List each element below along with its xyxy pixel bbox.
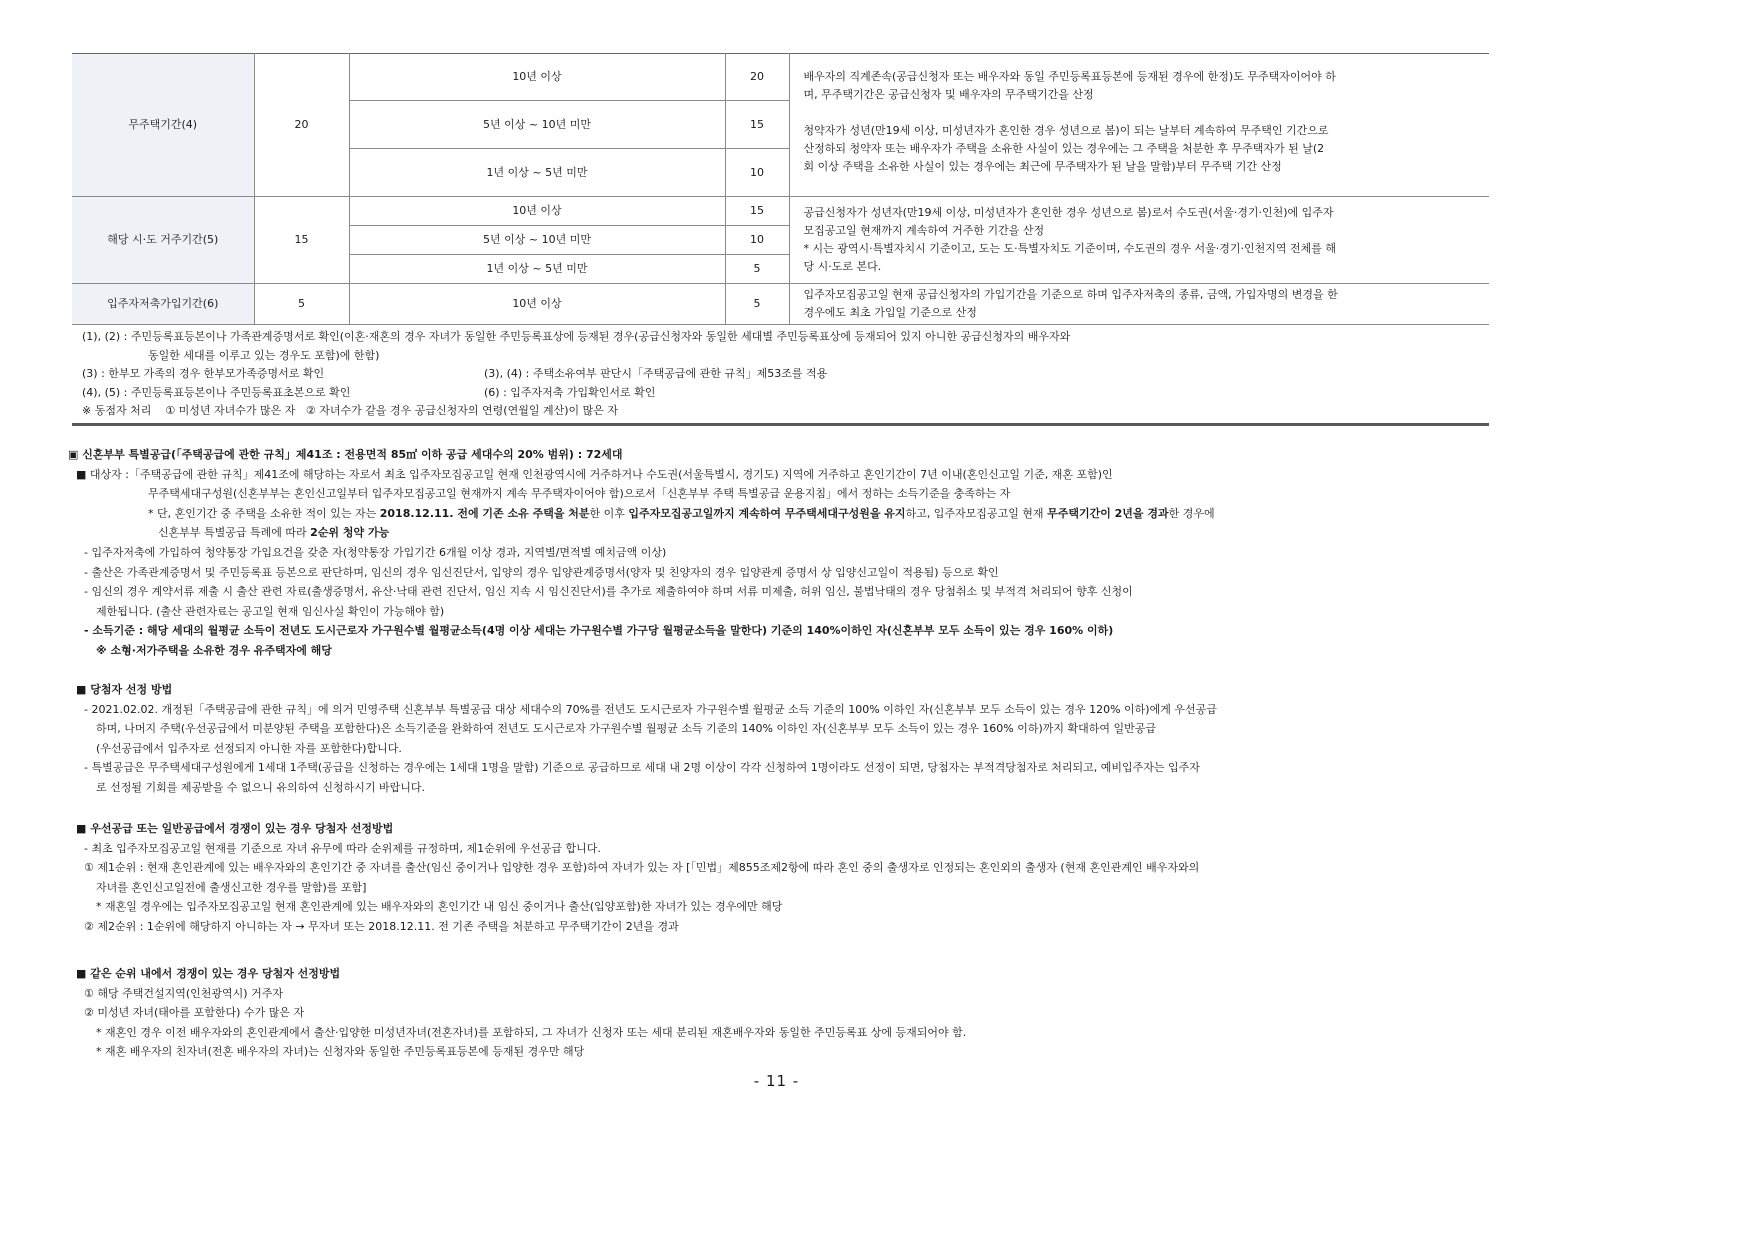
target-line: 무주택세대구성원(신혼부부는 혼인신고일부터 입주자모집공고일 현재까지 계속 무주택자이어야 함)으로서「신혼부부 주택 특별공급 운용지침」에서 정하는 소득기준을 충족하는 자 xyxy=(148,487,1011,501)
category-cell: 해당 시·도 거주기간(5) xyxy=(72,197,254,284)
score-cell: 10 xyxy=(725,149,789,197)
description-cell: 배우자의 직계존속(공급신청자 또는 배우자와 동일 주민등록표등본에 등재된 경우에 한정)도 무주택자이어야 하 며, 무주택기간은 공급신청자 및 배우자의 무주택기간을 산정 청약자가 성년(만19세 이상, 미성년자가 혼인한 경우 성년으로 봄)이 되는 날부터 계속하여 무주택인 기간으로 산정하되 청약자 또는 배우자가 주택을 소유한 사실이 있는 경우에는 그 주택을 처분한 후 무주택자가 된 날(2 회 이상 주택을 소유한 사실이 있는 경우에는 최근에 무주택자가 된 날을 말함)부터 무주택 기간 산정 xyxy=(789,54,1489,197)
priority-section xyxy=(68,819,1508,937)
page-number: - 11 - xyxy=(753,1072,800,1090)
description-cell: 공급신청자가 성년자(만19세 이상, 미성년자가 혼인한 경우 성년으로 봄)로서 수도권(서울·경기·인천)에 입주자 모집공고일 현재까지 계속하여 거주한 기간을 산정 * 시는 광역시·특별자치시 기준이고, 도는 도·특별자치도 기준이며, 수도권의 경우 서울·경기·인천지역 전체를 해 당 시·도로 본다. xyxy=(789,197,1489,284)
max-score-cell: 20 xyxy=(254,54,349,197)
criteria-cell: 1년 이상 ~ 5년 미만 xyxy=(349,149,725,197)
section-title: ■ 당첨자 선정 방법 xyxy=(76,683,173,696)
text-line: - 2021.02.02. 개정된「주택공급에 관한 규칙」에 의거 민영주택 신혼부부 특별공급 대상 세대수의 70%를 전년도 도시근로자 가구원수별 월평균 소득 기준의 100% 이하인 자(신혼부부 모두 소득이 있는 경우 120% 이하)에게 우선공급 xyxy=(84,702,1217,716)
criteria-cell: 10년 이상 xyxy=(349,284,725,325)
score-cell: 20 xyxy=(725,54,789,101)
text-line: * 재혼일 경우에는 입주자모집공고일 현재 혼인관계에 있는 배우자와의 혼인기간 내 임신 중이거나 출산(입양포함)한 자녀가 있는 경우에만 해당 xyxy=(96,900,783,914)
target-line: ■ 대상자 :「주택공급에 관한 규칙」제41조에 해당하는 자로서 최초 입주자모집공고일 현재 인천광역시에 거주하거나 수도권(서울특별시, 경기도) 지역에 거주하고 혼인기간이 7년 이내(혼인신고일 기준, 재혼 포함)인 xyxy=(76,467,1113,481)
text-line: 자녀를 혼인신고일전에 출생신고한 경우를 말함)를 포함] xyxy=(96,880,367,894)
score-cell: 10 xyxy=(725,226,789,255)
text-line: * 재혼인 경우 이전 배우자와의 혼인관계에서 출산·입양한 미성년자녀(전혼자녀)를 포함하되, 그 자녀가 신청자 또는 세대 분리된 재혼배우자와 동일한 주민등록표 상에 등재되어야 함. xyxy=(96,1025,967,1039)
description-cell: 입주자모집공고일 현재 공급신청자의 가입기간을 기준으로 하며 입주자저축의 종류, 금액, 가입자명의 변경을 한 경우에도 최초 가입일 기준으로 산정 xyxy=(789,284,1489,325)
criteria-cell: 5년 이상 ~ 10년 미만 xyxy=(349,101,725,149)
text-line: ① 해당 주택건설지역(인천광역시) 거주자 xyxy=(84,986,283,1000)
text-line: - 특별공급은 무주택세대구성원에게 1세대 1주택(공급을 신청하는 경우에는 1세대 1명을 말함) 기준으로 공급하므로 세대 내 2명 이상이 각각 신청하여 1명이라도 선정이 되면, 당첨자는 부적격당첨자로 처리되고, 예비입주자는 입주자 xyxy=(84,761,1200,775)
bullet-line: - 입주자저축에 가입하여 청약통장 가입요건을 갖춘 자(청약통장 가입기간 6개월 이상 경과, 지역별/면적별 예치금액 이상) xyxy=(84,545,667,559)
text-line: ① 제1순위 : 현재 혼인관계에 있는 배우자와의 혼인기간 중 자녀를 출산(임신 중이거나 입양한 경우 포함)하여 자녀가 있는 자 [「민법」제855조제2항에 따라 혼인 중의 출생자로 인정되는 혼인외의 출생자 (현재 혼인관계인 배우자와의 xyxy=(84,861,1200,875)
criteria-cell: 10년 이상 xyxy=(349,54,725,101)
same-rank-section xyxy=(68,964,1508,1062)
max-score-cell: 5 xyxy=(254,284,349,325)
note-line: ※ 소형·저가주택을 소유한 경우 유주택자에 해당 xyxy=(96,643,332,657)
section-title: ■ 같은 순위 내에서 경쟁이 있는 경우 당첨자 선정방법 xyxy=(76,967,341,980)
text-line: 로 선정될 기회를 제공받을 수 없으니 유의하여 신청하시기 바랍니다. xyxy=(96,780,425,794)
text-line: (우선공급에서 입주자로 선정되지 아니한 자를 포함한다)합니다. xyxy=(96,741,402,755)
max-score-cell: 15 xyxy=(254,197,349,284)
income-criteria: - 소득기준 : 해당 세대의 월평균 소득이 전년도 도시근로자 가구원수별 월평균소득(4명 이상 세대는 가구원수별 가구당 월평균소득을 말한다) 기준의 140%이하인 자(신혼부부 모두 소득이 있는 경우 160% 이하) xyxy=(84,624,1114,638)
category-cell: 입주자저축가입기간(6) xyxy=(72,284,254,325)
bullet-line: - 출산은 가족관계증명서 및 주민등록표 등본으로 판단하며, 임신의 경우 임신진단서, 입양의 경우 입양관계증명서(양자 및 친양자의 경우 입양관계 증명서 상 입양신고일이 적용됨) 등으로 확인 xyxy=(84,565,999,579)
section-title: ▣ 신혼부부 특별공급(「주택공급에 관한 규칙」제41조 : 전용면적 85㎡ 이하 공급 세대수의 20% 범위) : 72세대 xyxy=(68,448,623,461)
note-line: (3) : 한부모 가족의 경우 한부모가족증명서로 확인 (3), (4) : 주택소유여부 판단시「주택공급에 관한 규칙」제53조를 적용 xyxy=(82,367,828,380)
score-table xyxy=(72,53,1489,325)
text-line: * 재혼 배우자의 친자녀(전혼 배우자의 자녀)는 신청자와 동일한 주민등록표등본에 등재된 경우만 해당 xyxy=(96,1045,585,1059)
bullet-line: - 임신의 경우 계약서류 제출 시 출산 관련 자료(출생증명서, 유산·낙태 관련 진단서, 임신 지속 시 임신진단서)를 추가로 제출하여야 하며 서류 미제출, 허위 임신, 불법낙태의 경우 당첨취소 및 부적격 처리되어 향후 신청이 xyxy=(84,585,1133,599)
text-line: ② 미성년 자녀(태아를 포함한다) 수가 많은 자 xyxy=(84,1006,305,1020)
category-cell: 무주택기간(4) xyxy=(72,54,254,197)
note-line: 동일한 세대를 이루고 있는 경우도 포함)에 한함) xyxy=(148,348,380,362)
table-notes xyxy=(72,328,1489,426)
score-cell: 5 xyxy=(725,284,789,325)
criteria-cell: 5년 이상 ~ 10년 미만 xyxy=(349,226,725,255)
note-line: ※ 동점자 처리 ① 미성년 자녀수가 많은 자 ② 자녀수가 같을 경우 공급신청자의 연령(연월일 계산)이 많은 자 xyxy=(82,404,618,417)
target-line: * 단, 혼인기간 중 주택을 소유한 적이 있는 자는 2018.12.11. 전에 기존 소유 주택을 처분한 이후 입주자모집공고일까지 계속하여 무주택세대구성원을 유지하고, 입주자모집공고일 현재 무주택기간이 2년을 경과한 경우에 xyxy=(148,506,1215,520)
text-line: 하며, 나머지 주택(우선공급에서 미분양된 주택을 포함한다)은 소득기준을 완화하여 전년도 도시근로자 가구원수별 월평균 소득 기준의 140% 이하인 자(신혼부부 모두 소득이 있는 경우 160% 이하)까지 확대하여 일반공급 xyxy=(96,722,1157,736)
criteria-cell: 10년 이상 xyxy=(349,197,725,226)
score-cell: 5 xyxy=(725,255,789,284)
note-line: (4), (5) : 주민등록표등본이나 주민등록표초본으로 확인 (6) : 입주자저축 가입확인서로 확인 xyxy=(82,385,656,399)
section-title: ■ 우선공급 또는 일반공급에서 경쟁이 있는 경우 당첨자 선정방법 xyxy=(76,822,394,835)
target-line: 신혼부부 특별공급 특례에 따라 2순위 청약 가능 xyxy=(158,526,390,540)
selection-section xyxy=(68,680,1508,798)
newlywed-section xyxy=(68,445,1508,661)
text-line: ② 제2순위 : 1순위에 해당하지 아니하는 자 → 무자녀 또는 2018.12.11. 전 기존 주택을 처분하고 무주택기간이 2년을 경과 xyxy=(84,919,679,933)
note-line: (1), (2) : 주민등록표등본이나 가족관계증명서로 확인(이혼·재혼의 경우 자녀가 동일한 주민등록표상에 등재된 경우(공급신청자와 동일한 세대별 주민등록표상에 등재되어 있지 아니한 공급신청자의 배우자와 xyxy=(82,330,1071,343)
text-line: - 최초 입주자모집공고일 현재를 기준으로 자녀 유무에 따라 순위제를 규정하며, 제1순위에 우선공급 합니다. xyxy=(84,841,601,855)
score-cell: 15 xyxy=(725,101,789,149)
criteria-cell: 1년 이상 ~ 5년 미만 xyxy=(349,255,725,284)
score-cell: 15 xyxy=(725,197,789,226)
bullet-line: 제한됩니다. (출산 관련자료는 공고일 현재 임신사실 확인이 가능해야 함) xyxy=(96,604,445,618)
